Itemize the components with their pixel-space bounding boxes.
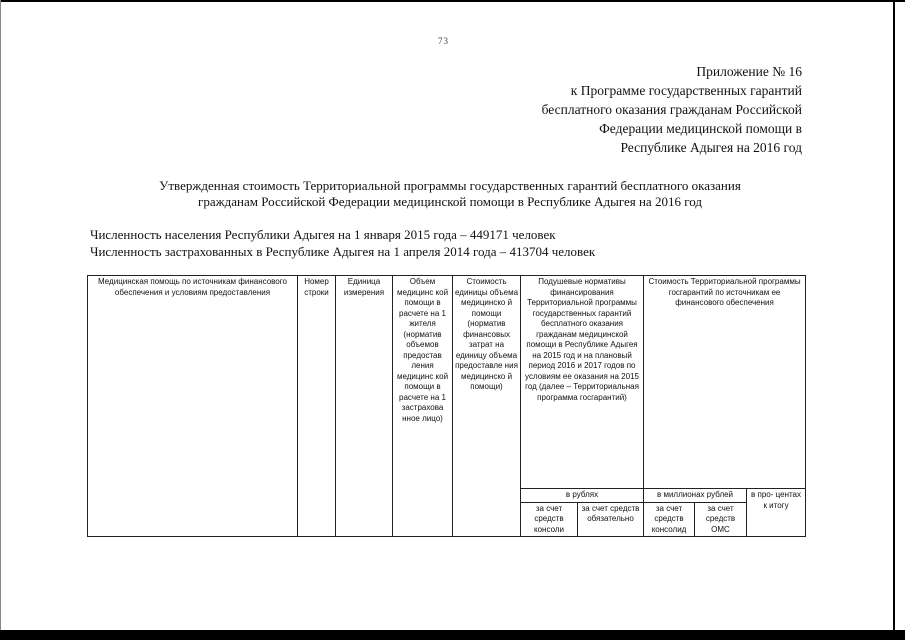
- leaf-consolidated-budget-mln: за счет средств консолид: [644, 502, 695, 537]
- header-unit: Единица измерения: [336, 276, 393, 537]
- page-number: 73: [438, 36, 449, 46]
- title-line: Утвержденная стоимость Территориальной программы государственных гарантий бесплатного оказания: [159, 178, 741, 193]
- appendix-line: Приложение № 16: [696, 64, 802, 79]
- header-medical-care-sources: Медицинская помощь по источникам финансового обеспечения и условиям предоставления: [88, 276, 298, 537]
- unit-million-rubles: в миллионах рублей: [644, 489, 747, 503]
- leaf-consolidated-budget-rub: за счет средств консоли: [521, 502, 578, 537]
- header-line-number: Номер строки: [298, 276, 336, 537]
- leaf-oms-mln: за счет средств ОМС: [695, 502, 747, 537]
- population-line: Численность населения Республики Адыгея на 1 января 2015 года – 449171 человек: [90, 227, 556, 242]
- appendix-line: Федерации медицинской помощи в: [599, 121, 802, 136]
- appendix-header: [472, 62, 802, 157]
- insured-line: Численность застрахованных в Республике Адыгея на 1 апреля 2014 года – 413704 человек: [90, 244, 596, 259]
- appendix-line: бесплатного оказания гражданам Российской: [541, 102, 802, 117]
- unit-percent: [747, 489, 806, 537]
- appendix-line: к Программе государственных гарантий: [570, 83, 802, 98]
- scan-border-right: [893, 0, 895, 632]
- document-title: [100, 178, 800, 210]
- cost-table: [87, 275, 806, 537]
- header-per-capita-norms: Подушевые нормативы финансирования Территориальной программы государственных гарантий бесплатного оказания гражданам медицинской помощи в Республике Адыгея на 2015 год и на плановый период 2016 и 2017 годов по условиям ее оказания на 2015 год (далее – Территориальная программа госгарантий): [521, 276, 644, 489]
- unit-percent-label: в про- центах: [751, 490, 802, 499]
- header-program-cost: Стоимость Территориальной программы госгарантий по источникам ее финансового обеспечения: [644, 276, 806, 489]
- title-line: гражданам Российской Федерации медицинской помощи в Республике Адыгея на 2016 год: [198, 194, 702, 209]
- leaf-to-total: к итогу: [763, 500, 789, 510]
- header-volume-per-resident: Объем медицинс кой помощи в расчете на 1 жителя (норматив объемов предостав ления медицинс кой помощи в расчете на 1 застрахова нное лицо): [393, 276, 453, 537]
- leaf-mandatory-insurance-rub: за счет средств обязательно: [578, 502, 644, 537]
- scan-border-top: [0, 0, 905, 2]
- appendix-line: Республике Адыгея на 2016 год: [620, 140, 802, 155]
- scan-border-left: [0, 0, 1, 632]
- scan-border-bottom: [0, 630, 905, 640]
- unit-rubles: в рублях: [521, 489, 644, 503]
- header-unit-cost: Стоимость единицы объема медицинско й помощи (норматив финансовых затрат на единицу объема предоставле ния медицинско й помощи): [453, 276, 521, 537]
- population-stats: [90, 226, 595, 260]
